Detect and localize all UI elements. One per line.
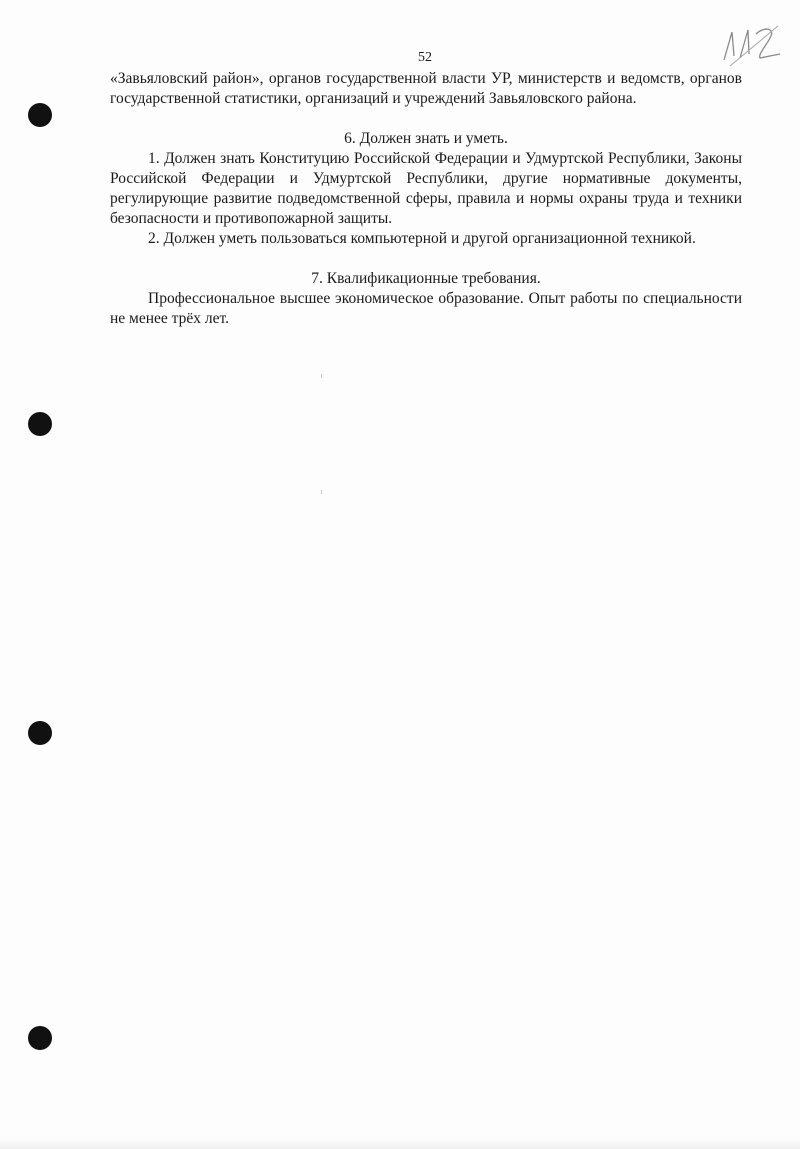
section-heading: 7. Квалификационные требования. [311,270,541,287]
section-paragraph: Профессиональное высшее экономическое образование. Опыт работы по специальности не менее трёх лет. [110,290,742,327]
document-body [110,69,742,329]
punch-hole [28,412,52,436]
punch-hole [28,1026,52,1050]
section-paragraph: 1. Должен знать Конституцию Российской Федерации и Удмуртской Республики, Законы Российской Федерации и Удмуртской Республики, другие нормативные документы, регулирующие развитие подведомственной сферы, правила и нормы охраны труда и техники безопасности и противопожарной защиты. [110,150,742,227]
section-heading: 6. Должен знать и уметь. [344,130,508,147]
handwritten-page-mark [718,20,790,68]
scan-speck [321,374,322,378]
section-paragraph: 2. Должен уметь пользоваться компьютерной и другой организационной техникой. [148,230,696,247]
scan-speck [321,490,322,494]
intro-paragraph: «Завьяловский район», органов государственной власти УР, министерств и ведомств, органов государственной статистики, организаций и учреждений Завьяловского района. [110,70,742,107]
page-number: 52 [418,50,432,65]
punch-hole [28,721,52,745]
scan-bottom-edge [0,1139,800,1149]
punch-hole [28,103,52,127]
